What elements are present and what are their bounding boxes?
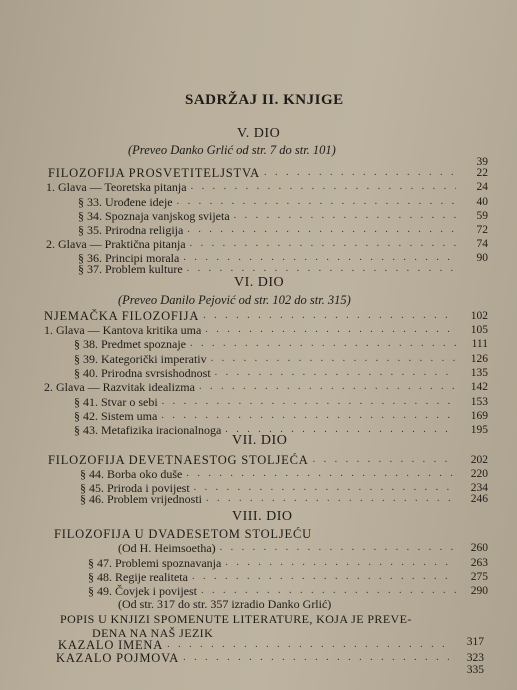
toc-entry[interactable] — [74, 409, 488, 423]
toc-entry-label: 1. Glava — Kantova kritika uma — [44, 323, 202, 337]
toc-entry-label: § 44. Borba oko duše — [80, 467, 183, 481]
toc-entry-page: 90 — [476, 252, 488, 264]
leader-dots — [162, 395, 456, 409]
toc-entry-label: § 34. Spoznaja vanjskog svijeta — [78, 209, 230, 223]
part-heading-vi: VI. DIO — [234, 275, 285, 290]
toc-entry-page: 323 — [466, 652, 484, 664]
toc-entry[interactable] — [78, 223, 488, 237]
toc-entry[interactable] — [44, 323, 488, 337]
toc-entry-label: FILOZOFIJA U DVADESETOM STOLJEĆU — [54, 527, 312, 541]
toc-entry-page: 220 — [470, 468, 488, 480]
toc-entry-page: 246 — [470, 493, 488, 505]
toc-entry-label: § 35. Prirodna religija — [78, 223, 184, 237]
toc-entry-label: NJEMAČKA FILOZOFIJA — [44, 309, 200, 323]
toc-entry-label: § 38. Predmet spoznaje — [74, 337, 186, 351]
toc-entry-label: § 48. Regije realiteta — [88, 570, 188, 584]
toc-entry-label: § 43. Metafizika iracionalnoga — [74, 423, 222, 437]
toc-entry[interactable] — [46, 180, 488, 194]
leader-dots — [177, 195, 456, 209]
toc-entry-label: § 41. Stvar o sebi — [74, 395, 158, 409]
leader-dots — [183, 651, 452, 665]
page-title: SADRŽAJ II. KNJIGE — [185, 92, 344, 108]
leader-dots — [190, 337, 456, 351]
leader-dots — [220, 541, 456, 555]
leader-dots — [201, 584, 456, 598]
toc-entry[interactable] — [74, 337, 488, 351]
toc-entry[interactable] — [78, 262, 488, 276]
toc-entry-page: 135 — [470, 367, 488, 379]
literature-page: 317 — [466, 636, 484, 648]
toc-entry-label: § 37. Problem kulture — [78, 262, 183, 276]
toc-entry-label: § 49. Čovjek i povijest — [88, 584, 197, 598]
leader-dots — [167, 638, 452, 652]
toc-entry-kazalo-pojmova[interactable] — [56, 651, 484, 665]
toc-entry-label: KAZALO IMENA — [58, 638, 164, 652]
toc-entry-label: § 36. Principi morala — [78, 251, 180, 265]
toc-entry-label: KAZALO POJMOVA — [56, 651, 180, 665]
toc-entry[interactable] — [74, 366, 488, 380]
leader-dots — [205, 323, 456, 337]
toc-entry-page: 195 — [470, 424, 488, 436]
toc-entry-label: 2. Glava — Razvitak idealizma — [44, 380, 195, 394]
toc-entry-page: 290 — [470, 585, 488, 597]
leader-dots — [199, 380, 456, 394]
toc-entry[interactable] — [78, 209, 488, 223]
part-heading-vii: VII. DIO — [232, 433, 288, 448]
toc-entry-page: 275 — [470, 571, 488, 583]
translator-note-v: (Preveo Danko Grlić od str. 7 do str. 101) — [128, 143, 336, 157]
leader-dots — [187, 223, 456, 237]
toc-entry[interactable] — [118, 541, 488, 555]
toc-entry[interactable] — [46, 237, 488, 251]
toc-entry-page: 142 — [470, 381, 488, 393]
toc-entry[interactable] — [78, 195, 488, 209]
toc-entry-page: 153 — [470, 396, 488, 408]
toc-entry-label: § 40. Prirodna svrsishodnost — [74, 366, 211, 380]
toc-entry-label: FILOZOFIJA DEVETNAESTOG STOLJEĆA — [48, 453, 309, 467]
toc-entry-label: 2. Glava — Praktična pitanja — [46, 237, 186, 251]
leader-dots — [191, 180, 456, 194]
leader-dots — [225, 556, 456, 570]
toc-entry-page: 263 — [470, 557, 488, 569]
toc-entry[interactable] — [44, 309, 488, 323]
toc-entry-page: 260 — [470, 542, 488, 554]
toc-entry-kazalo-imena[interactable] — [58, 638, 456, 652]
toc-entry-page: 126 — [470, 353, 488, 365]
toc-entry[interactable] — [74, 352, 488, 366]
leader-dots — [215, 366, 456, 380]
toc-entry-label: § 47. Problemi spoznavanja — [88, 556, 222, 570]
toc-entry-page: 102 — [470, 310, 488, 322]
toc-entry[interactable] — [88, 584, 488, 598]
toc-entry-page: 74 — [476, 238, 488, 250]
toc-entry-page: 22 — [476, 167, 488, 179]
toc-entry[interactable] — [44, 380, 488, 394]
toc-entry[interactable] — [54, 527, 488, 541]
toc-entry-page: 40 — [476, 196, 488, 208]
leader-dots — [234, 209, 456, 223]
toc-entry-label: § 46. Problem vrijednosti — [80, 492, 202, 506]
toc-entry[interactable] — [88, 556, 488, 570]
toc-entry[interactable] — [80, 492, 488, 506]
toc-entry-label: 1. Glava — Teoretska pitanja — [46, 180, 187, 194]
toc-entry[interactable] — [80, 467, 488, 481]
toc-entry[interactable] — [74, 395, 488, 409]
leader-dots — [211, 352, 456, 366]
part-heading-viii: VIII. DIO — [232, 509, 293, 524]
leader-dots — [313, 453, 456, 467]
kazalo-pojmova-page: 335 — [466, 664, 484, 676]
toc-entry-label: § 33. Urođene ideje — [78, 195, 173, 209]
leader-dots — [161, 409, 456, 423]
toc-entry-page: 202 — [470, 454, 488, 466]
toc-entry[interactable] — [88, 570, 488, 584]
leader-dots — [203, 309, 456, 323]
toc-entry-page: 72 — [476, 224, 488, 236]
leader-dots — [192, 570, 456, 584]
leader-dots — [186, 467, 456, 481]
toc-entry[interactable] — [48, 453, 488, 467]
leader-dots — [187, 262, 456, 276]
toc-entry-page: 169 — [470, 410, 488, 422]
closing-translator-note: (Od str. 317 do str. 357 izradio Danko Grlić) — [118, 597, 332, 611]
toc-entry-label: (Od H. Heimsoetha) — [118, 541, 216, 555]
toc-entry-page: 111 — [471, 338, 488, 350]
leader-dots — [206, 492, 456, 506]
toc-entry-label: § 45. Priroda i povijest — [80, 481, 190, 495]
toc-entry-page: 105 — [470, 324, 488, 336]
translator-note-vi: (Preveo Danilo Pejović od str. 102 do str. 315) — [118, 293, 351, 307]
toc-entry[interactable] — [48, 166, 488, 180]
leader-dots — [264, 166, 456, 180]
leader-dots — [190, 237, 456, 251]
toc-entry-page: 24 — [476, 181, 488, 193]
toc-entry-label: § 39. Kategorički imperativ — [74, 352, 207, 366]
part-heading-v: V. DIO — [237, 126, 281, 141]
literature-heading-line1: POPIS U KNJIZI SPOMENUTE LITERATURE, KOJA JE PREVE- — [60, 612, 412, 626]
literature-heading-line2: DENA NA NAŠ JEZIK — [92, 626, 214, 640]
toc-entry-page: 234 — [470, 482, 488, 494]
toc-entry-page: 59 — [476, 210, 488, 222]
toc-entry-label: § 42. Sistem uma — [74, 409, 158, 423]
toc-page-number: 39 — [476, 156, 488, 168]
toc-entry-label: FILOZOFIJA PROSVETITELJSTVA — [48, 166, 261, 180]
